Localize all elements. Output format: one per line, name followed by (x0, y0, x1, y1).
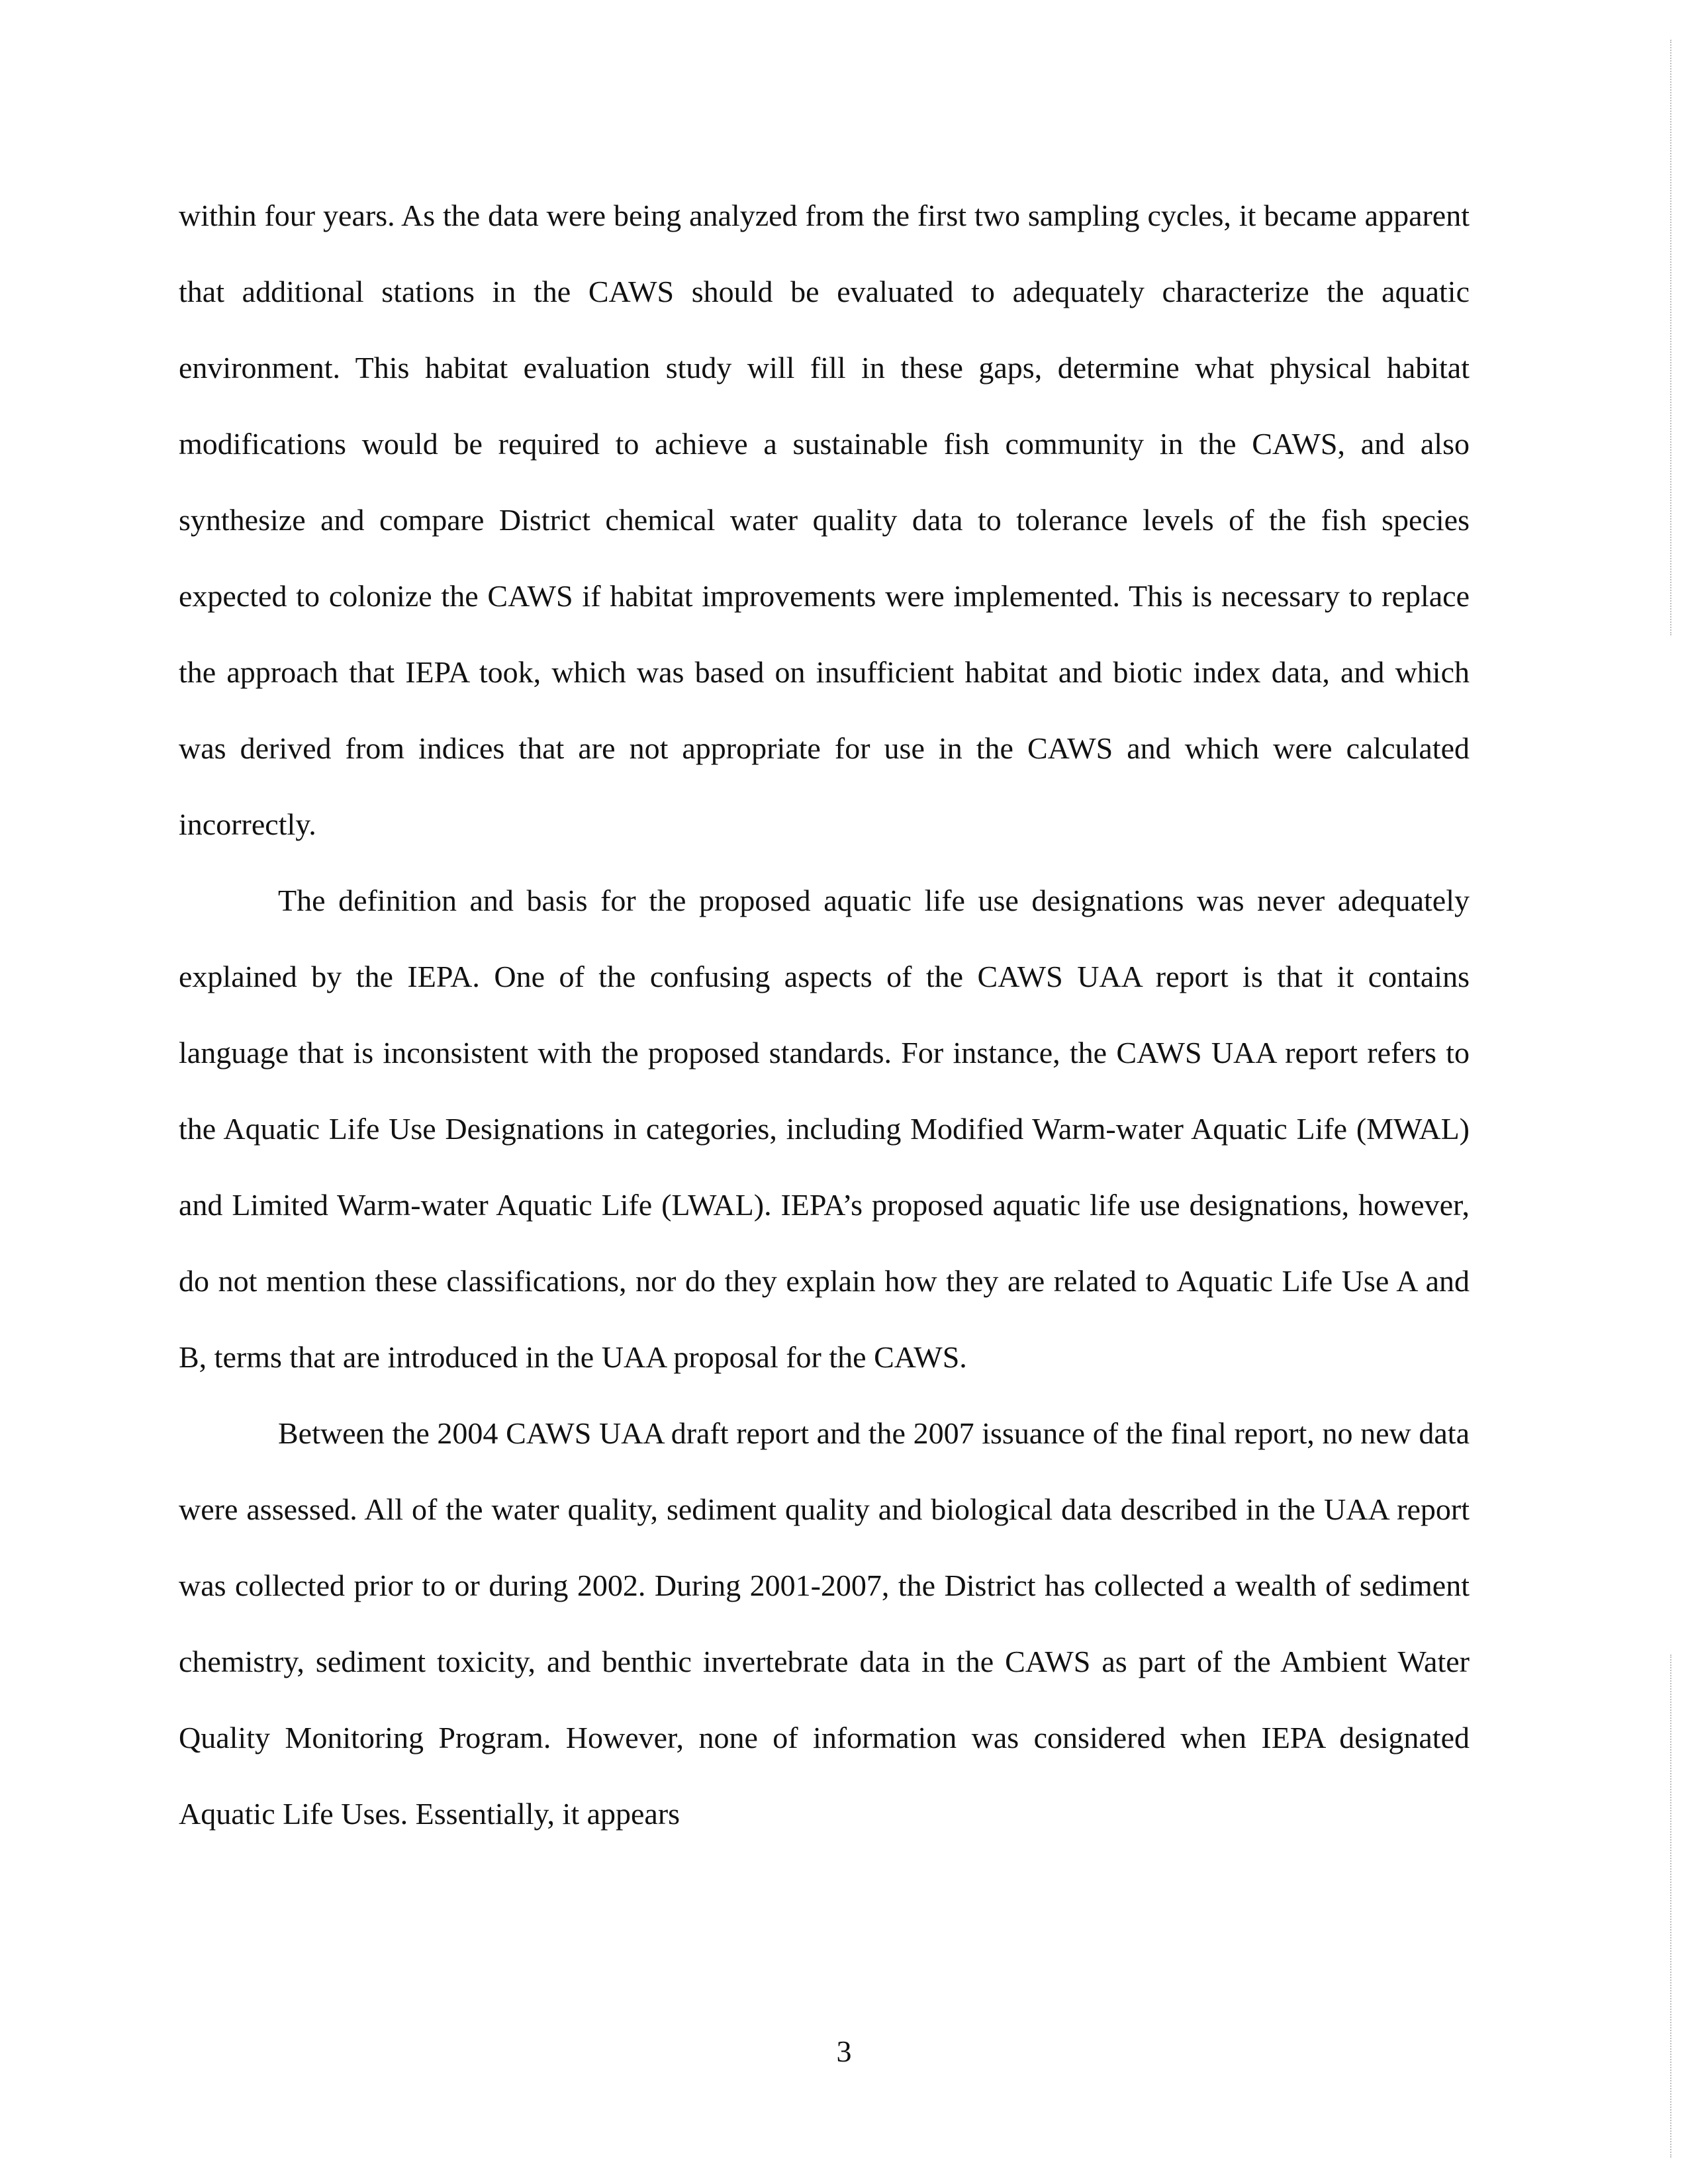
scan-edge-artifact (1670, 40, 1671, 635)
paragraph-3: Between the 2004 CAWS UAA draft report and the 2007 issuance of the final report, no new data were assessed. All of the water quality, sediment quality and biological data described in the UAA report was collected prior to or during 2002. During 2001-2007, the District has collected a wealth of sediment chemistry, sediment toxicity, and benthic invertebrate data in the CAWS as part of the Ambient Water Quality Monitoring Program. However, none of information was considered when IEPA designated Aquatic Life Uses. Essentially, it appears (179, 1416, 1470, 1831)
paragraph-1: within four years. As the data were being analyzed from the first two sampling cycles, it became apparent that additional stations in the CAWS should be evaluated to adequately characterize the aquatic environment. This habitat evaluation study will fill in these gaps, determine what physical habitat modifications would be required to achieve a sustainable fish community in the CAWS, and also synthesize and compare District chemical water quality data to tolerance levels of the fish species expected to colonize the CAWS if habitat improvements were implemented. This is necessary to replace the approach that IEPA took, which was based on insufficient habitat and biotic index data, and which was derived from indices that are not appropriate for use in the CAWS and which were calculated incorrectly. (179, 199, 1470, 841)
page-number: 3 (836, 2034, 852, 2068)
body-text (179, 177, 1470, 1852)
scan-edge-artifact (1670, 1655, 1671, 2158)
paragraph-2: The definition and basis for the proposed aquatic life use designations was never adequately explained by the IEPA. One of the confusing aspects of the CAWS UAA report is that it contains language that is inconsistent with the proposed standards. For instance, the CAWS UAA report refers to the Aquatic Life Use Designations in categories, including Modified Warm-water Aquatic Life (MWAL) and Limited Warm-water Aquatic Life (LWAL). IEPA’s proposed aquatic life use designations, however, do not mention these classifications, nor do they explain how they are related to Aquatic Life Use A and B, terms that are introduced in the UAA proposal for the CAWS. (179, 884, 1470, 1374)
